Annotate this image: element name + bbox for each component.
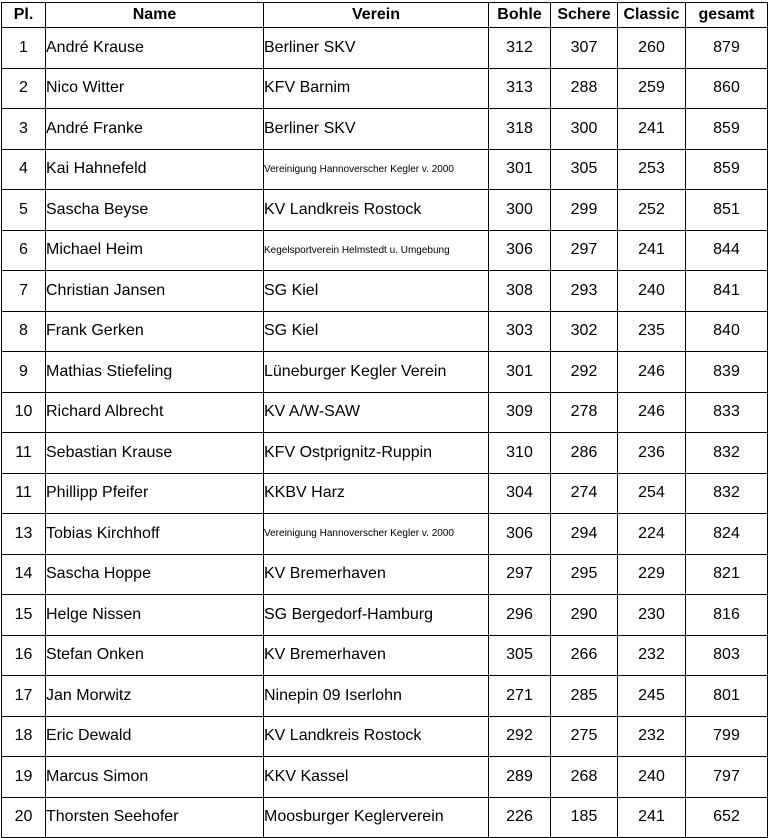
cell-bohle: 306 — [489, 230, 551, 271]
cell-classic: 240 — [618, 757, 686, 798]
cell-pl: 16 — [2, 635, 46, 676]
cell-name: Michael Heim — [46, 230, 264, 271]
cell-bohle: 310 — [489, 433, 551, 474]
cell-verein: Ninepin 09 Iserlohn — [264, 676, 489, 717]
cell-pl: 11 — [2, 433, 46, 474]
table-row — [2, 28, 768, 69]
cell-pl: 10 — [2, 392, 46, 433]
table-row — [2, 635, 768, 676]
cell-bohle: 305 — [489, 635, 551, 676]
cell-classic: 241 — [618, 109, 686, 150]
cell-gesamt: 824 — [686, 514, 768, 555]
cell-classic: 229 — [618, 554, 686, 595]
cell-gesamt: 833 — [686, 392, 768, 433]
cell-name: Helge Nissen — [46, 595, 264, 636]
cell-pl: 13 — [2, 514, 46, 555]
cell-schere: 300 — [551, 109, 618, 150]
cell-gesamt: 799 — [686, 716, 768, 757]
table-row — [2, 514, 768, 555]
table-row — [2, 554, 768, 595]
cell-classic: 236 — [618, 433, 686, 474]
cell-schere: 295 — [551, 554, 618, 595]
cell-schere: 275 — [551, 716, 618, 757]
cell-pl: 11 — [2, 473, 46, 514]
cell-pl: 19 — [2, 757, 46, 798]
header-classic: Classic — [618, 3, 686, 28]
cell-schere: 305 — [551, 149, 618, 190]
cell-classic: 246 — [618, 352, 686, 393]
table-row — [2, 230, 768, 271]
cell-schere: 266 — [551, 635, 618, 676]
cell-schere: 294 — [551, 514, 618, 555]
cell-bohle: 304 — [489, 473, 551, 514]
cell-schere: 299 — [551, 190, 618, 231]
table-row — [2, 271, 768, 312]
cell-classic: 241 — [618, 230, 686, 271]
cell-bohle: 271 — [489, 676, 551, 717]
table-row — [2, 109, 768, 150]
cell-classic: 240 — [618, 271, 686, 312]
cell-schere: 307 — [551, 28, 618, 69]
cell-gesamt: 801 — [686, 676, 768, 717]
cell-name: Richard Albrecht — [46, 392, 264, 433]
cell-verein: KV A/W-SAW — [264, 392, 489, 433]
cell-verein: SG Kiel — [264, 271, 489, 312]
cell-bohle: 308 — [489, 271, 551, 312]
cell-verein: Vereinigung Hannoverscher Kegler v. 2000 — [264, 514, 489, 555]
table-row — [2, 311, 768, 352]
cell-schere: 274 — [551, 473, 618, 514]
cell-classic: 224 — [618, 514, 686, 555]
cell-classic: 246 — [618, 392, 686, 433]
cell-verein: Berliner SKV — [264, 109, 489, 150]
header-schere: Schere — [551, 3, 618, 28]
cell-name: Stefan Onken — [46, 635, 264, 676]
cell-schere: 297 — [551, 230, 618, 271]
cell-name: Marcus Simon — [46, 757, 264, 798]
cell-bohle: 226 — [489, 797, 551, 838]
cell-pl: 4 — [2, 149, 46, 190]
header-name: Name — [46, 3, 264, 28]
cell-name: Thorsten Seehofer — [46, 797, 264, 838]
cell-schere: 268 — [551, 757, 618, 798]
cell-verein: Moosburger Keglerverein — [264, 797, 489, 838]
table-row — [2, 473, 768, 514]
cell-classic: 230 — [618, 595, 686, 636]
cell-schere: 290 — [551, 595, 618, 636]
cell-name: Nico Witter — [46, 68, 264, 109]
cell-classic: 259 — [618, 68, 686, 109]
cell-verein: Berliner SKV — [264, 28, 489, 69]
cell-gesamt: 803 — [686, 635, 768, 676]
table-row — [2, 433, 768, 474]
cell-name: Frank Gerken — [46, 311, 264, 352]
cell-gesamt: 841 — [686, 271, 768, 312]
results-table — [1, 2, 768, 838]
header-row — [2, 3, 768, 28]
table-row — [2, 68, 768, 109]
cell-gesamt: 859 — [686, 109, 768, 150]
cell-schere: 185 — [551, 797, 618, 838]
header-gesamt: gesamt — [686, 3, 768, 28]
cell-pl: 1 — [2, 28, 46, 69]
cell-gesamt: 832 — [686, 433, 768, 474]
cell-gesamt: 860 — [686, 68, 768, 109]
cell-verein: KV Bremerhaven — [264, 635, 489, 676]
table-row — [2, 149, 768, 190]
header-pl: Pl. — [2, 3, 46, 28]
cell-name: Phillipp Pfeifer — [46, 473, 264, 514]
cell-name: Sascha Hoppe — [46, 554, 264, 595]
cell-name: Tobias Kirchhoff — [46, 514, 264, 555]
cell-pl: 15 — [2, 595, 46, 636]
cell-classic: 245 — [618, 676, 686, 717]
cell-classic: 241 — [618, 797, 686, 838]
cell-name: André Franke — [46, 109, 264, 150]
cell-name: Jan Morwitz — [46, 676, 264, 717]
cell-bohle: 318 — [489, 109, 551, 150]
cell-pl: 2 — [2, 68, 46, 109]
cell-verein: KFV Ostprignitz-Ruppin — [264, 433, 489, 474]
cell-gesamt: 859 — [686, 149, 768, 190]
cell-schere: 278 — [551, 392, 618, 433]
cell-gesamt: 652 — [686, 797, 768, 838]
cell-classic: 260 — [618, 28, 686, 69]
cell-pl: 17 — [2, 676, 46, 717]
cell-gesamt: 821 — [686, 554, 768, 595]
cell-bohle: 306 — [489, 514, 551, 555]
cell-bohle: 297 — [489, 554, 551, 595]
cell-schere: 292 — [551, 352, 618, 393]
table-row — [2, 757, 768, 798]
cell-gesamt: 797 — [686, 757, 768, 798]
cell-pl: 14 — [2, 554, 46, 595]
cell-schere: 285 — [551, 676, 618, 717]
cell-gesamt: 851 — [686, 190, 768, 231]
cell-verein: KKV Kassel — [264, 757, 489, 798]
cell-bohle: 313 — [489, 68, 551, 109]
cell-name: Sebastian Krause — [46, 433, 264, 474]
cell-verein: Vereinigung Hannoverscher Kegler v. 2000 — [264, 149, 489, 190]
cell-schere: 302 — [551, 311, 618, 352]
cell-name: Christian Jansen — [46, 271, 264, 312]
table-row — [2, 352, 768, 393]
header-verein: Verein — [264, 3, 489, 28]
cell-schere: 286 — [551, 433, 618, 474]
cell-verein: KFV Barnim — [264, 68, 489, 109]
cell-verein: Kegelsportverein Helmstedt u. Umgebung — [264, 230, 489, 271]
cell-name: Kai Hahnefeld — [46, 149, 264, 190]
cell-verein: KV Landkreis Rostock — [264, 716, 489, 757]
cell-verein: Lüneburger Kegler Verein — [264, 352, 489, 393]
cell-gesamt: 832 — [686, 473, 768, 514]
cell-bohle: 303 — [489, 311, 551, 352]
cell-name: Sascha Beyse — [46, 190, 264, 231]
cell-bohle: 292 — [489, 716, 551, 757]
cell-bohle: 312 — [489, 28, 551, 69]
cell-gesamt: 840 — [686, 311, 768, 352]
table-row — [2, 676, 768, 717]
cell-pl: 6 — [2, 230, 46, 271]
cell-gesamt: 879 — [686, 28, 768, 69]
cell-pl: 7 — [2, 271, 46, 312]
header-bohle: Bohle — [489, 3, 551, 28]
cell-bohle: 301 — [489, 352, 551, 393]
table-row — [2, 190, 768, 231]
cell-pl: 5 — [2, 190, 46, 231]
cell-verein: KKBV Harz — [264, 473, 489, 514]
cell-classic: 235 — [618, 311, 686, 352]
cell-pl: 18 — [2, 716, 46, 757]
cell-verein: KV Landkreis Rostock — [264, 190, 489, 231]
cell-classic: 232 — [618, 716, 686, 757]
cell-name: Eric Dewald — [46, 716, 264, 757]
cell-verein: KV Bremerhaven — [264, 554, 489, 595]
cell-pl: 3 — [2, 109, 46, 150]
cell-pl: 20 — [2, 797, 46, 838]
cell-pl: 8 — [2, 311, 46, 352]
cell-verein: SG Bergedorf-Hamburg — [264, 595, 489, 636]
cell-bohle: 301 — [489, 149, 551, 190]
cell-classic: 252 — [618, 190, 686, 231]
table-row — [2, 716, 768, 757]
cell-verein: SG Kiel — [264, 311, 489, 352]
table-row — [2, 392, 768, 433]
cell-gesamt: 816 — [686, 595, 768, 636]
cell-name: André Krause — [46, 28, 264, 69]
cell-name: Mathias Stiefeling — [46, 352, 264, 393]
cell-gesamt: 839 — [686, 352, 768, 393]
cell-bohle: 309 — [489, 392, 551, 433]
cell-bohle: 289 — [489, 757, 551, 798]
cell-schere: 293 — [551, 271, 618, 312]
cell-bohle: 300 — [489, 190, 551, 231]
cell-classic: 232 — [618, 635, 686, 676]
cell-classic: 254 — [618, 473, 686, 514]
cell-schere: 288 — [551, 68, 618, 109]
cell-bohle: 296 — [489, 595, 551, 636]
cell-classic: 253 — [618, 149, 686, 190]
table-row — [2, 797, 768, 838]
table-row — [2, 595, 768, 636]
cell-gesamt: 844 — [686, 230, 768, 271]
cell-pl: 9 — [2, 352, 46, 393]
